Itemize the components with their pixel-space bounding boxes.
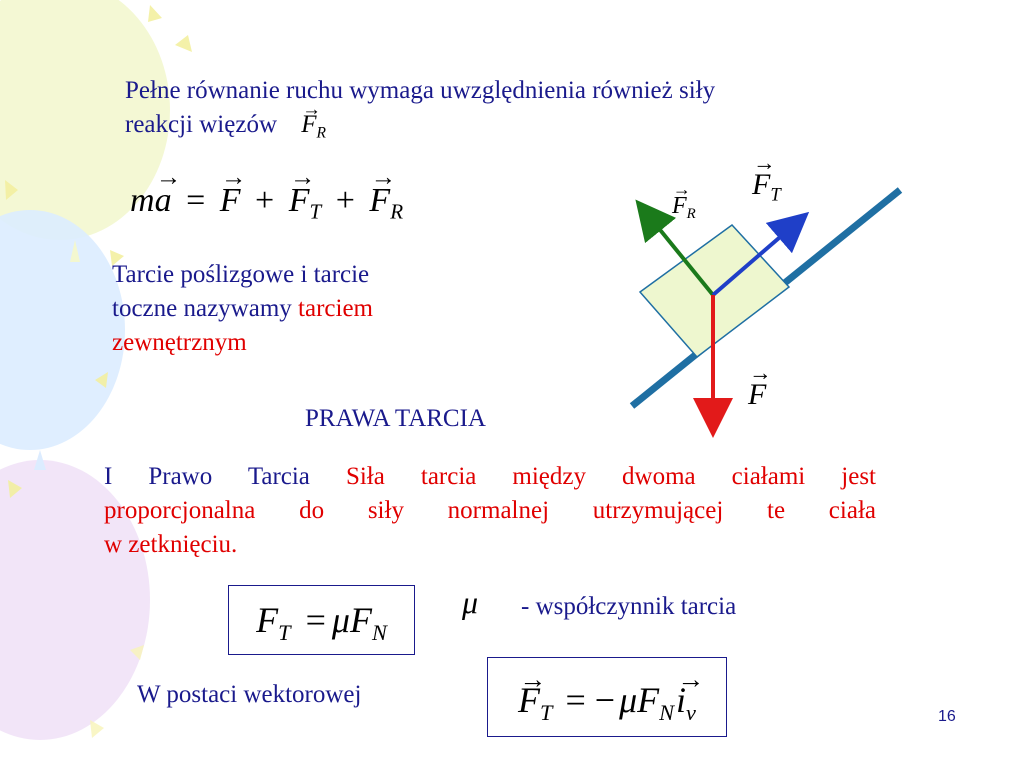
law-line-1: I Prawo Tarcia Siła tarcia między dwoma ciałami jest	[104, 463, 876, 490]
mu-description: - współczynnik tarcia	[521, 593, 737, 620]
friction-line-2: toczne nazywamy tarciem	[112, 295, 373, 322]
law-line-3: w zetknięciu.	[104, 531, 238, 558]
motion-equation: m→ a = → F + → $F_T$ + → $F_R$	[130, 182, 403, 224]
ft-label: → $F_T$	[752, 168, 781, 207]
fr-symbol: → $F_R$	[301, 111, 326, 138]
intro-line-2	[125, 108, 955, 150]
vector-form-label: W postaci wektorowej	[137, 681, 362, 708]
mu-symbol: μ	[462, 584, 479, 620]
f-label: → F	[748, 378, 766, 412]
intro-text	[125, 74, 955, 150]
law-line-2: proporcjonalna do siły normalnej utrzymującej te ciała	[104, 497, 876, 524]
page-number: 16	[938, 708, 956, 725]
friction-description	[112, 258, 512, 360]
friction-line-1: Tarcie poślizgowe i tarcie	[112, 261, 370, 288]
first-law	[104, 460, 876, 562]
intro-line-2-text: reakcji więzów	[125, 111, 278, 138]
friction-line-3: zewnętrznym	[112, 329, 247, 356]
vector-formula-box: → $F_T$ = − $\mu F_N\to i_v$	[487, 657, 727, 737]
intro-line-1: Pełne równanie ruchu wymaga uwzględnienia również siły	[125, 77, 716, 104]
friction-formula-box: $F_T = \mu F_N$	[228, 585, 415, 655]
fr-label: → $F_R$	[672, 193, 696, 223]
section-heading: PRAWA TARCIA	[305, 405, 486, 432]
